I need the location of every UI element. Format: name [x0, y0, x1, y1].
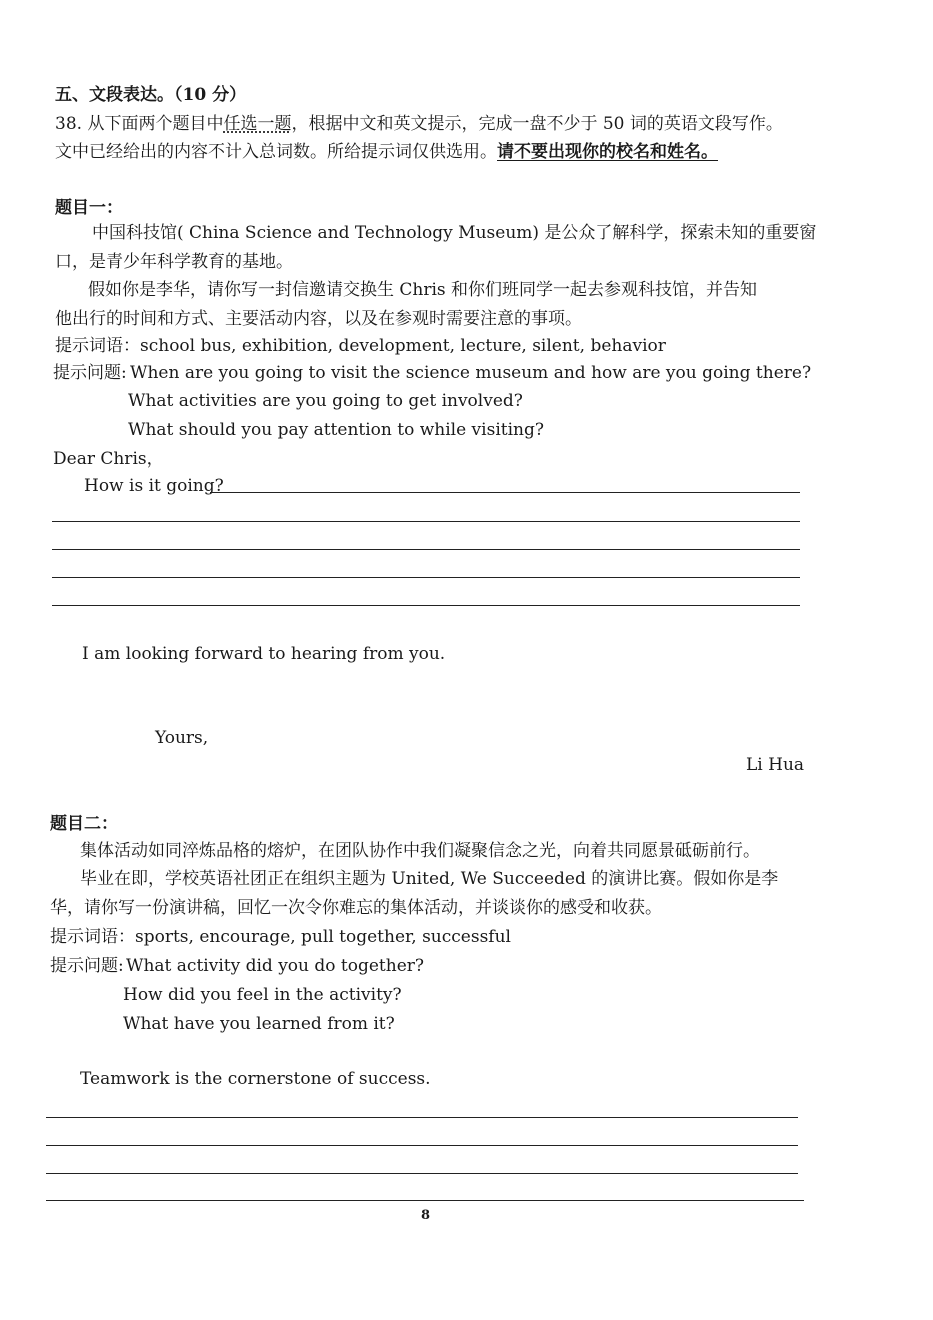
topic1-para2-line1: 假如你是李华，请你写一封信邀请交换生 Chris 和你们班同学一起去参观科技馆，并告知	[88, 280, 758, 300]
answer-line[interactable]	[52, 577, 800, 578]
question-instruction-line1	[55, 113, 783, 135]
answer-line[interactable]	[46, 1117, 798, 1118]
instruction-part-c: ，根据中文和英文提示，完成一盘不少于 50 词的英语文段写作。	[291, 114, 783, 134]
instruction-part-d: 文中已经给出的内容不计入总词数。所给提示词仅供选用。	[55, 142, 497, 162]
topic1-question-1: When are you going to visit the science museum and how are you going there?	[130, 363, 812, 383]
topic2-para2-line2: 华，请你写一份演讲稿，回忆一次令你难忘的集体活动，并谈谈你的感受和收获。	[50, 898, 662, 918]
answer-line[interactable]	[52, 549, 800, 550]
instruction-emphasis-no-names: 请不要出现你的校名和姓名。	[497, 142, 718, 162]
topic2-question-1: What activity did you do together?	[126, 956, 425, 976]
topic2-question-3: What have you learned from it?	[123, 1014, 395, 1034]
page-number: 8	[421, 1208, 431, 1223]
answer-line[interactable]	[46, 1145, 798, 1146]
answer-line[interactable]	[46, 1200, 804, 1201]
topic2-para2-line1: 毕业在即，学校英语社团正在组织主题为 United, We Succeeded 的演讲比赛。假如你是李	[80, 869, 779, 889]
topic2-keywords: 提示词语：sports, encourage, pull together, successful	[50, 927, 511, 947]
instruction-part-a: 38. 从下面两个题目中	[55, 114, 224, 134]
letter-closing: I am looking forward to hearing from you.	[82, 644, 446, 664]
section-heading: 五、文段表达。（10 分）	[55, 85, 247, 105]
topic2-questions-label: 提示问题:	[50, 956, 124, 976]
answer-line[interactable]	[46, 1173, 798, 1174]
letter-opening: How is it going?	[84, 476, 224, 496]
answer-line[interactable]	[52, 605, 800, 606]
topic1-para1-line1: 中国科技馆( China Science and Technology Museum) 是公众了解科学，探索未知的重要窗	[92, 223, 817, 243]
topic1-question-3: What should you pay attention to while visiting?	[128, 420, 544, 440]
topic2-opening: Teamwork is the cornerstone of success.	[80, 1069, 431, 1089]
topic2-question-2: How did you feel in the activity?	[123, 985, 402, 1005]
letter-signoff: Yours,	[155, 728, 209, 748]
answer-line[interactable]	[52, 521, 800, 522]
topic1-keywords: 提示词语：school bus, exhibition, development, lecture, silent, behavior	[55, 336, 666, 356]
instruction-emphasis-choose: 任选一题	[223, 114, 292, 134]
letter-signature: Li Hua	[746, 755, 805, 775]
topic1-title: 题目一：	[55, 198, 123, 218]
topic1-questions-label: 提示问题:	[53, 363, 127, 383]
topic1-para2-line2: 他出行的时间和方式、主要活动内容，以及在参观时需要注意的事项。	[55, 309, 582, 329]
topic2-para1: 集体活动如同淬炼品格的熔炉，在团队协作中我们凝聚信念之光，向着共同愿景砥砺前行。	[80, 841, 760, 861]
topic2-title: 题目二：	[50, 814, 118, 834]
topic1-para1-line2: 口，是青少年科学教育的基地。	[55, 252, 293, 272]
letter-salutation: Dear Chris，	[53, 449, 164, 469]
topic1-question-2: What activities are you going to get involved?	[128, 391, 523, 411]
answer-line[interactable]	[210, 492, 800, 493]
question-instruction-line2	[55, 141, 718, 163]
